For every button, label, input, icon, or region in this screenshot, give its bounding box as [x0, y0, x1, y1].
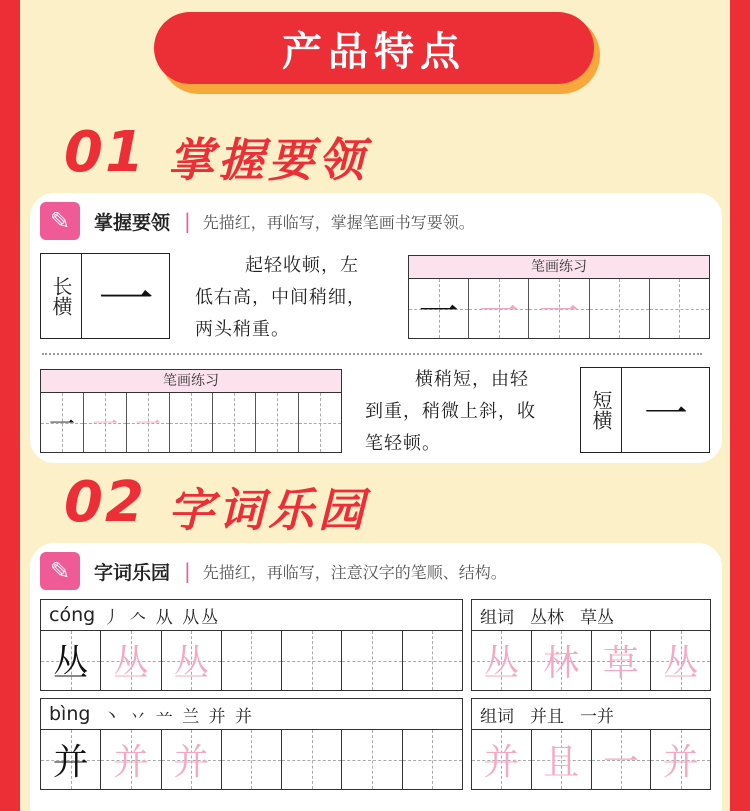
grid-cell [469, 279, 529, 338]
cell-char: 一 [418, 289, 459, 335]
grid-cell [342, 631, 402, 690]
word-grid-cells [472, 730, 710, 789]
section1-title: 掌握要领 [168, 133, 368, 187]
char-grid-cells [41, 631, 462, 690]
short-stroke-desc [365, 364, 575, 460]
section2-number: 02 [64, 470, 146, 535]
long-stroke-char: 一 [98, 268, 154, 333]
words-label: 组词 [480, 607, 514, 628]
grid-cell [222, 631, 282, 690]
grid-cell [162, 730, 222, 789]
section1-number: 01 [64, 120, 146, 185]
stroke-order: 丿 𠆢 从 从丛 [103, 607, 221, 628]
grid-cell [590, 279, 650, 338]
cell-char: 且 [543, 742, 580, 783]
banner-title: 产品特点 [154, 12, 594, 84]
grid-cell [403, 631, 462, 690]
cell-char: 丛 [483, 643, 520, 684]
card-title: 字词乐园 [94, 561, 171, 584]
grid-cell [472, 631, 532, 690]
desc-line: 横稍短，由轻 [415, 369, 529, 390]
word: 草丛 [580, 607, 614, 628]
card-subtitle: 先描红，再临写，注意汉字的笔顺、结构。 [202, 562, 507, 582]
practice-title: 笔画练习 [41, 370, 341, 393]
desc-line: 笔轻顿。 [365, 433, 441, 454]
cell-char: 林 [543, 643, 580, 684]
cell-char: 并 [173, 742, 210, 783]
word: 并且 [530, 706, 564, 727]
grid-cell [282, 631, 342, 690]
practice-cells [409, 279, 709, 338]
grid-cell [41, 393, 84, 452]
char-grid-cong [40, 599, 463, 691]
word: 丛林 [530, 607, 564, 628]
grid-cell [592, 631, 652, 690]
desc-line: 起轻收顿，左 [245, 255, 359, 276]
section2-card-header [40, 551, 507, 591]
grid-cell [409, 279, 469, 338]
long-stroke-practice [408, 255, 710, 339]
pencil-icon: ✎ [40, 552, 80, 590]
cell-char: 并 [483, 742, 520, 783]
char-grid-cells [41, 730, 462, 789]
grid-cell [532, 631, 592, 690]
grid-cell [41, 631, 101, 690]
grid-cell [282, 730, 342, 789]
grid-cell [222, 730, 282, 789]
word-grid-header [472, 600, 710, 631]
section2-title: 字词乐园 [168, 483, 368, 537]
char-grid-header [41, 699, 462, 730]
cell-char: 丛 [52, 643, 89, 684]
words-label: 组词 [480, 706, 514, 727]
cell-char: 一 [539, 289, 579, 335]
char-grid-bing [40, 698, 463, 790]
grid-cell [532, 730, 592, 789]
desc-line: 到重，稍微上斜，收 [365, 401, 536, 422]
grid-cell [403, 730, 462, 789]
word-grid-cong [471, 599, 711, 691]
grid-cell [162, 631, 222, 690]
grid-cell [592, 730, 652, 789]
grid-cell [650, 279, 709, 338]
grid-cell [529, 279, 589, 338]
long-stroke-label: 长横 [41, 254, 82, 338]
pencil-icon: ✎ [40, 202, 80, 240]
grid-cell [472, 730, 532, 789]
grid-cell [256, 393, 299, 452]
card-separator: | [184, 559, 191, 583]
practice-title: 笔画练习 [409, 256, 709, 279]
cell-char: 并 [112, 742, 149, 783]
cell-char: 丛 [662, 643, 699, 684]
stroke-order: 丶 丷 䒑 兰 并 并 [103, 706, 255, 727]
cell-char: 丛 [173, 643, 210, 684]
grid-cell [651, 730, 710, 789]
word-grid-cells [472, 631, 710, 690]
cell-char: 并 [52, 742, 89, 783]
practice-cells [41, 393, 341, 452]
long-stroke-box [40, 253, 170, 339]
cell-char: 一 [48, 410, 75, 440]
grid-cell [84, 393, 127, 452]
desc-line: 两头稍重。 [195, 319, 290, 340]
short-stroke-practice [40, 369, 342, 453]
short-stroke-char: 一 [644, 389, 688, 440]
grid-cell [101, 730, 161, 789]
dotted-divider [42, 353, 702, 355]
cell-char: 草 [602, 643, 639, 684]
char-grid-header [41, 600, 462, 631]
card-title: 掌握要领 [94, 211, 171, 234]
grid-cell [41, 730, 101, 789]
pinyin: cóng [49, 604, 96, 626]
pinyin: bìng [49, 703, 91, 725]
cell-char: 一 [134, 410, 161, 440]
grid-cell [127, 393, 170, 452]
grid-cell [651, 631, 710, 690]
card-subtitle: 先描红，再临写，掌握笔画书写要领。 [202, 212, 475, 232]
cell-char: 并 [662, 742, 699, 783]
cell-char: 一 [478, 289, 519, 335]
cell-char: 丛 [112, 643, 149, 684]
long-stroke-desc [195, 250, 395, 346]
section1-card-header [40, 201, 475, 241]
grid-cell [101, 631, 161, 690]
word-grid-header [472, 699, 710, 730]
short-stroke-box [580, 367, 710, 453]
cell-char: 一 [602, 742, 639, 783]
grid-cell [342, 730, 402, 789]
desc-line: 低右高，中间稍细， [195, 287, 366, 308]
word: 一并 [580, 706, 614, 727]
short-stroke-label: 短横 [581, 368, 622, 452]
grid-cell [213, 393, 256, 452]
word-grid-bing [471, 698, 711, 790]
grid-cell [299, 393, 341, 452]
cell-char: 一 [91, 410, 118, 440]
card-separator: | [184, 209, 191, 233]
grid-cell [170, 393, 213, 452]
